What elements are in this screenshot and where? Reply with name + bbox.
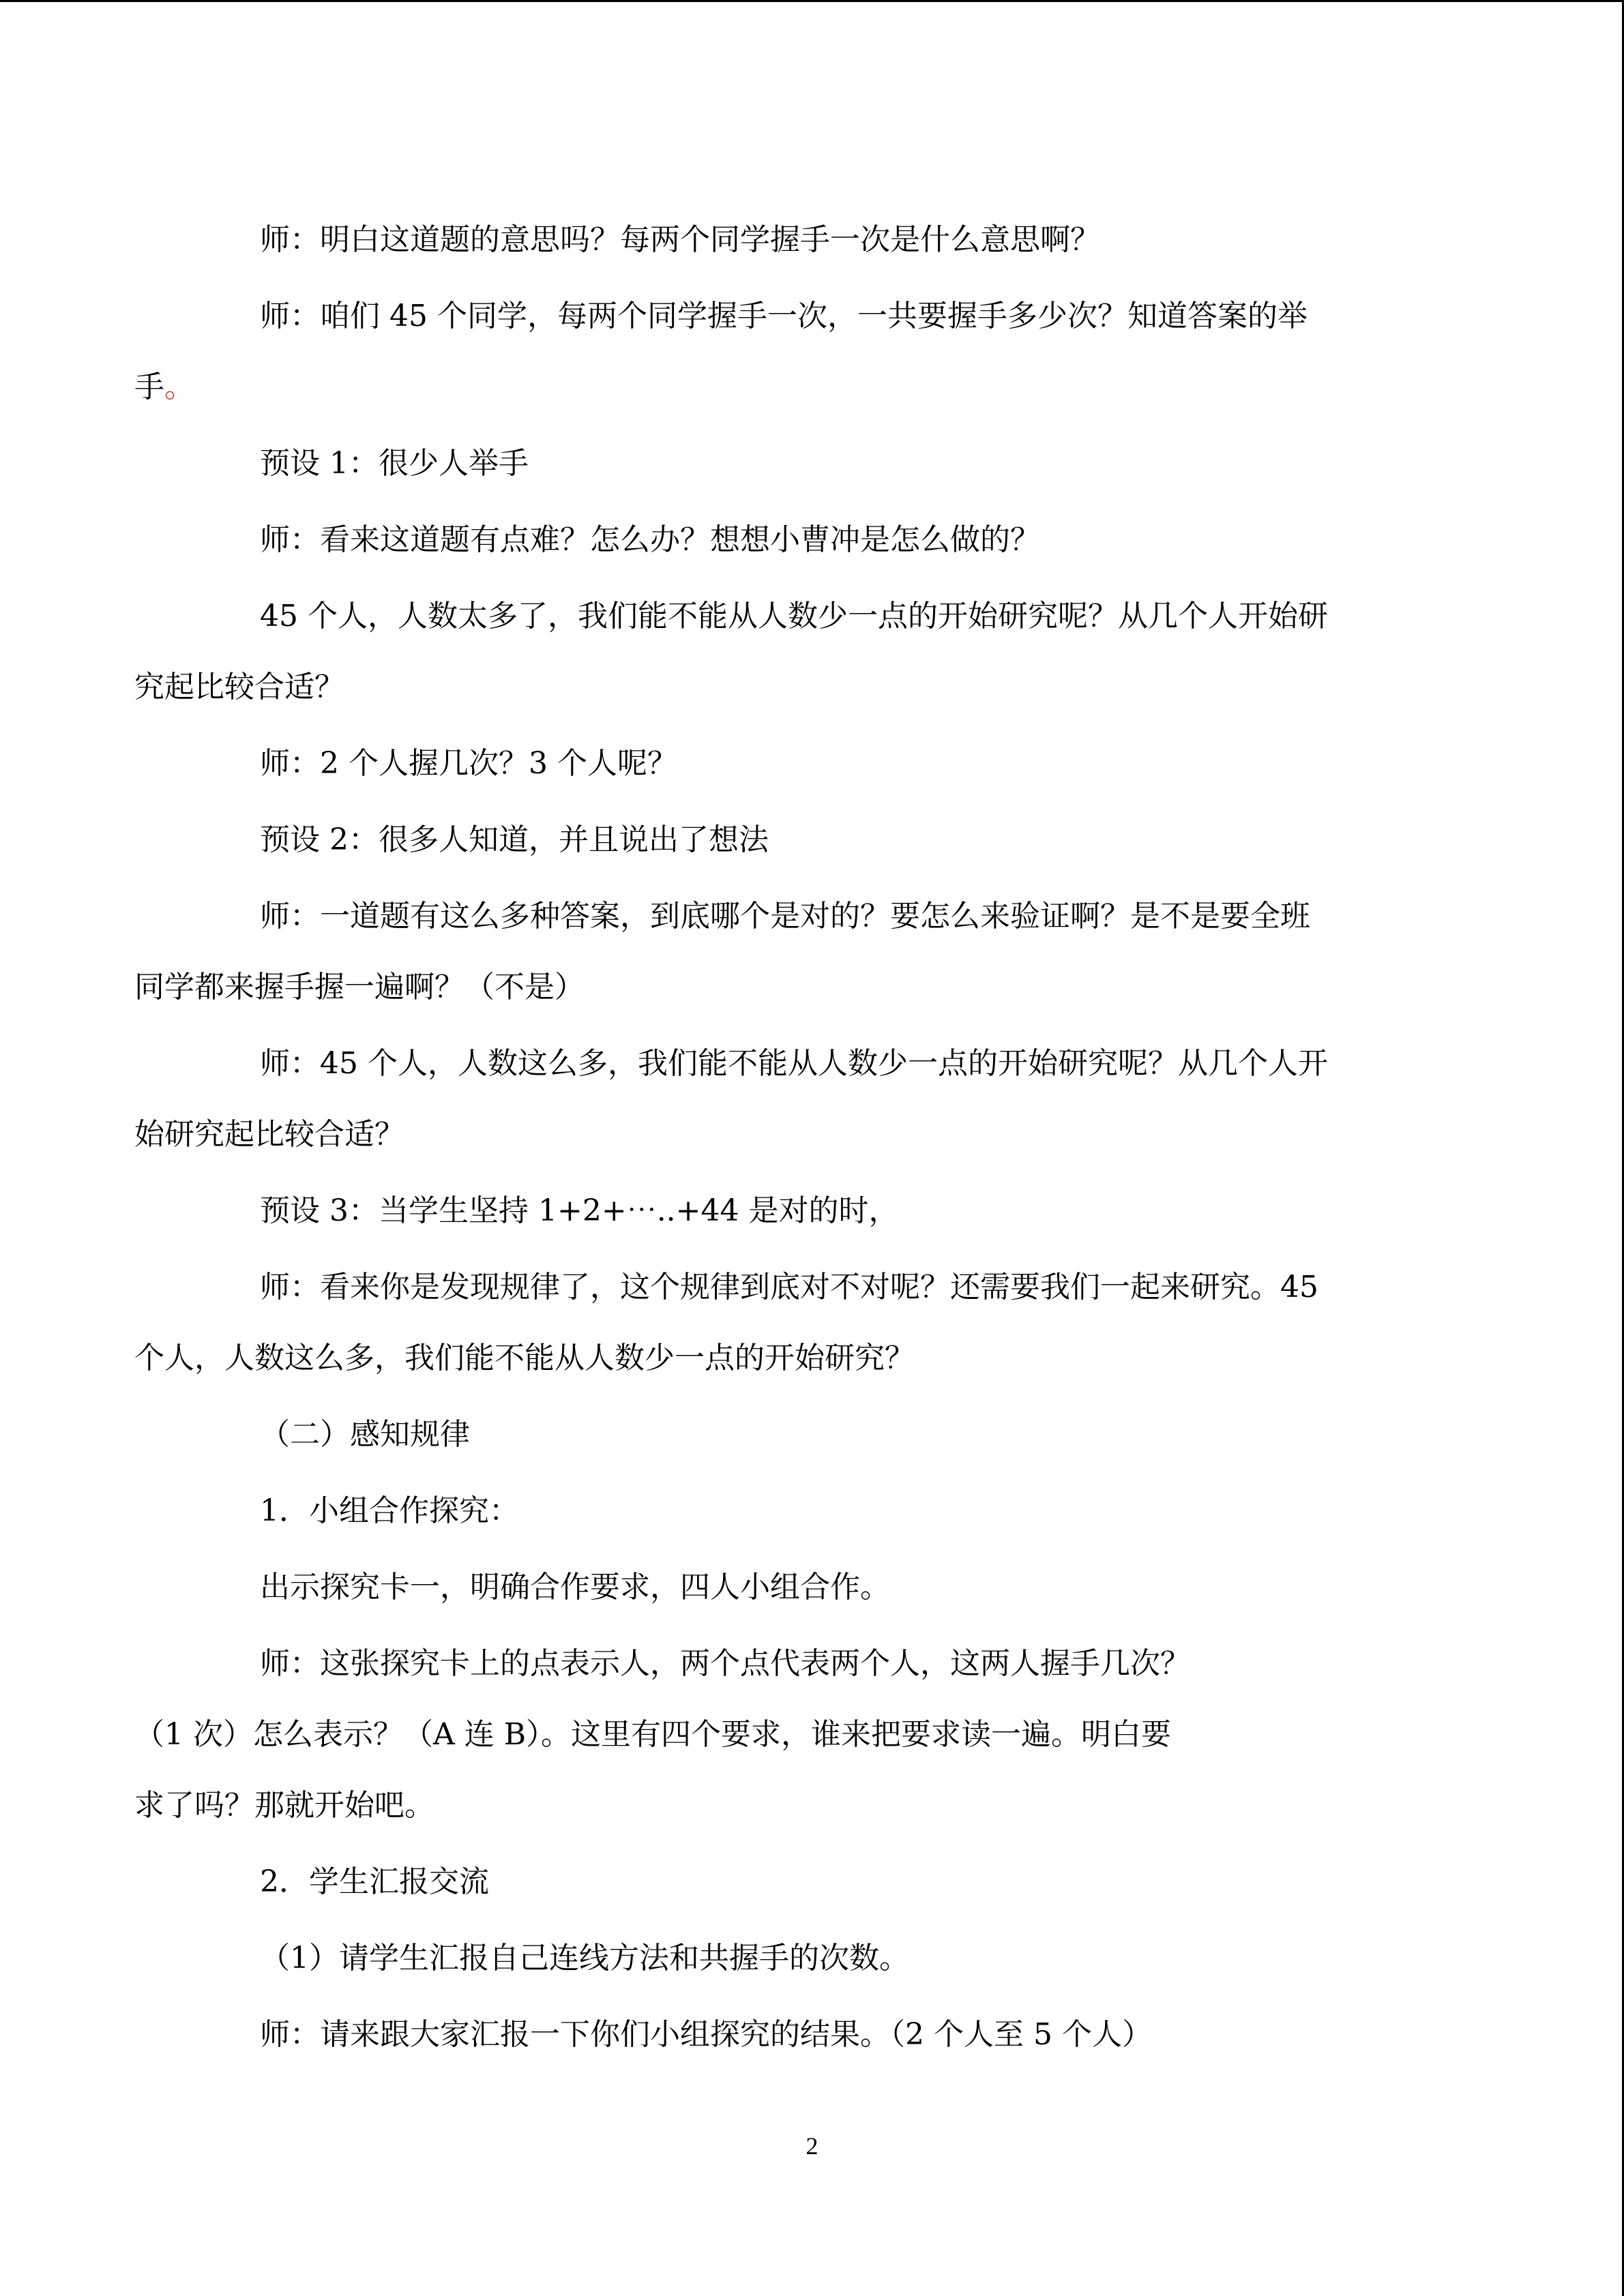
red-punctuation-mark: 。 [164,370,194,404]
paragraph: 出示探究卡一，明确合作要求，四人小组合作。 [260,1570,890,1605]
paragraph: 师：看来这道题有点难？怎么办？想想小曹冲是怎么做的？ [260,522,1040,557]
paragraph: 师：这张探究卡上的点表示人，两个点代表两个人，这两人握手几次？ （1 次）怎么表示？（A 连 B）。这里有四个要求，谁来把要求读一遍。明白要 求了吗？那就开始吧。 [134,1646,1190,1823]
paragraph: 预设 3：当学生坚持 1+2+⋯..+44 是对的时， [260,1193,899,1228]
paragraph: 师：请来跟大家汇报一下你们小组探究的结果。（2 个人至 5 个人） [260,2017,1152,2052]
section-heading: （二）感知规律 [260,1417,470,1452]
paragraph: 预设 1：很少人举手 [260,446,529,481]
paragraph: 师：45 个人，人数这么多，我们能不能从人数少一点的开始研究呢？从几个人开 始研究起比较合适？ [134,1046,1328,1152]
document-body [134,205,1425,2076]
paragraph: 师：明白这道题的意思吗？每两个同学握手一次是什么意思啊？ [260,222,1100,257]
paragraph: （1）请学生汇报自己连线方法和共握手的次数。 [260,1941,909,1976]
paragraph: 师：一道题有这么多种答案，到底哪个是对的？要怎么来验证啊？是不是要全班 同学都来握手握一遍啊？（不是） [134,899,1310,1004]
paragraph: 师：2 个人握几次？3 个人呢？ [260,746,677,781]
paragraph: 师：看来你是发现规律了，这个规律到底对不对呢？还需要我们一起来研究。45 个人，人数这么多，我们能不能从人数少一点的开始研究？ [134,1270,1318,1375]
subsection-heading: 1．小组合作探究： [260,1493,519,1528]
paragraph: 预设 2：很多人知道，并且说出了想法 [260,822,769,857]
subsection-heading: 2．学生汇报交流 [260,1864,489,1899]
page-number: 2 [806,2132,818,2160]
paragraph: 45 个人，人数太多了，我们能不能从人数少一点的开始研究呢？从几个人开始研 究起比较合适？ [134,599,1328,704]
paragraph: 师：咱们 45 个同学，每两个同学握手一次，一共要握手多少次？知道答案的举 手。 [134,299,1308,404]
